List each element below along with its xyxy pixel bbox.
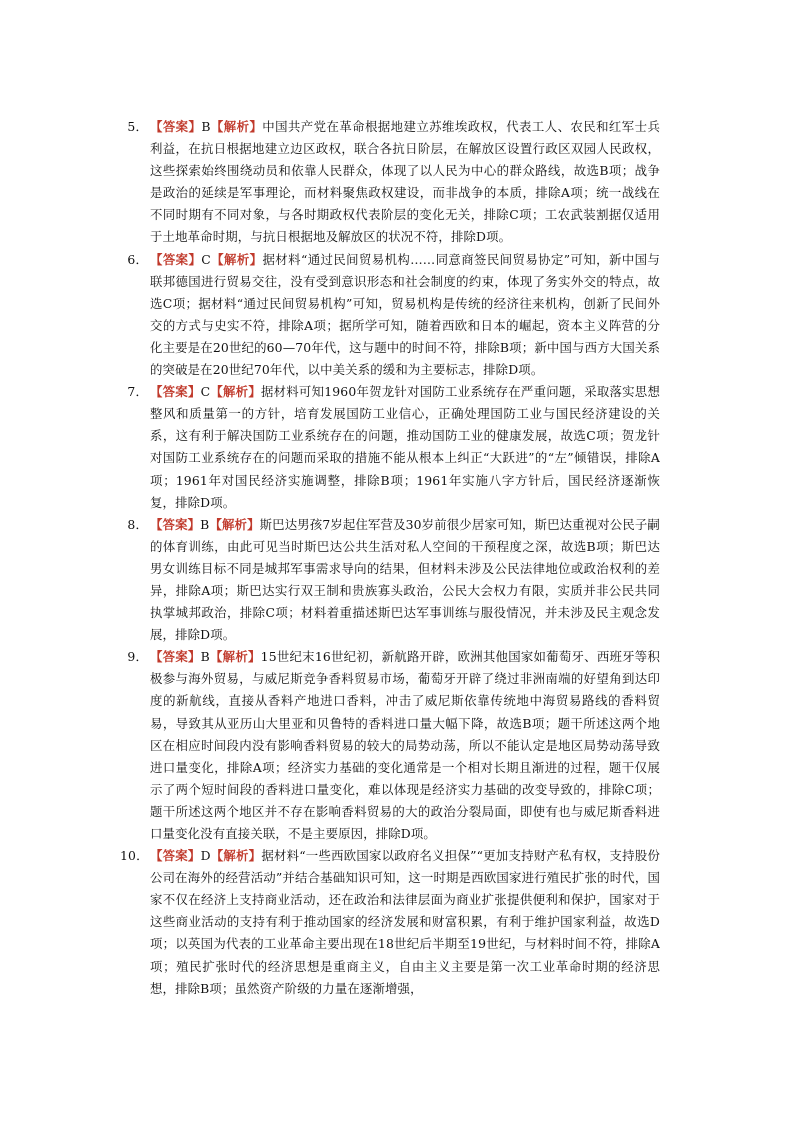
answer-item-6 xyxy=(120,249,660,382)
analysis-text: 斯巴达男孩7岁起住军营及30岁前很少居家可知，斯巴达重视对公民子嗣的体育训练，由此可见当时斯巴达公共生活对私人空间的干预程度之深，故选B项；斯巴达男女训练目标不同是城邦军事需求导向的结果，但材料未涉及公民法律地位或政治权利的差异，排除A项；斯巴达实行双王制和贵族寡头政治，公民大会权力有限，实质并非公民共同执掌城邦政治，排除C项；材料着重描述斯巴达军事训练与服役情况，并未涉及民主观念发展，排除D项。 xyxy=(150,516,660,643)
answer-letter: B xyxy=(200,516,210,532)
item-number: 6． xyxy=(127,251,148,267)
answer-tag: 【答案】 xyxy=(150,251,202,267)
answer-item-7 xyxy=(120,381,660,514)
answer-item-8 xyxy=(120,514,660,647)
analysis-tag: 【解析】 xyxy=(210,384,261,400)
answer-tag: 【答案】 xyxy=(150,384,201,400)
analysis-text: 中国共产党在革命根据地建立苏维埃政权，代表工人、农民和红军士兵利益，在抗日根据地建立边区政权，联合各抗日阶层，在解放区设置行政区双园人民政权，这些探索始终围绕动员和依靠人民群众，体现了以人民为中心的群众路线，故选B项；战争是政治的延续是军事理论，而材料聚焦政权建设，而非战争的本质，排除A项；统一战线在不同时期有不同对象，与各时期政权代表阶层的变化无关，排除C项；工农武装割据仅适用于土地革命时期，与抗日根据地及解放区的状况不符，排除D项。 xyxy=(150,119,660,245)
analysis-tag: 【解析】 xyxy=(210,119,263,134)
answer-tag: 【答案】 xyxy=(150,119,202,134)
analysis-tag: 【解析】 xyxy=(210,251,263,267)
answer-tag: 【答案】 xyxy=(150,516,201,532)
item-number: 7． xyxy=(127,384,148,400)
answer-tag: 【答案】 xyxy=(150,649,201,665)
answer-item-10 xyxy=(120,845,660,1000)
analysis-text: 据材料“通过民间贸易机构……同意商签民间贸易协定”可知，新中国与联邦德国进行贸易交往，没有受到意识形态和社会制度的约束，体现了务实外交的特点，故选C项；据材料“通过民间贸易机构”可知，贸易机构是传统的经济往来机构，创新了民间外交的方式与史实不符，排除A项；据所学可知，随着西欧和日本的崛起，资本主义阵营的分化主要是在20世纪的60—70年代，这与题中的时间不符，排除B项；新中国与西方大国关系的突破是在20世纪70年代，以中美关系的缓和为主要标志，排除D项。 xyxy=(150,251,661,378)
analysis-tag: 【解析】 xyxy=(209,649,261,665)
answer-item-5 xyxy=(120,116,660,249)
analysis-tag: 【解析】 xyxy=(210,848,262,864)
analysis-text: 15世纪末16世纪初，新航路开辟，欧洲其他国家如葡萄牙、西班牙等积极参与海外贸易，与威尼斯竞争香料贸易市场，葡萄牙开辟了绕过非洲南端的好望角到达印度的新航线，直接从香料产地进口香料，冲击了威尼斯依靠传统地中海贸易路线的香料贸易，导致其从亚历山大里亚和贝鲁特的香料进口量大幅下降，故选B项；题干所述这两个地区在相应时间段内没有影响香料贸易的较大的局势动荡，所以不能认定是地区局势动荡导致进口量变化，排除A项；经济实力基础的变化通常是一个相对长期且渐进的过程，题干仅展示了两个短时间段的香料进口量变化，难以体现是经济实力基础的改变导致的，排除C项；题干所述这两个地区并不存在影响香料贸易的大的政治分裂局面，即使有也与威尼斯香料进口量变化没有直接关联，不是主要原因，排除D项。 xyxy=(150,649,660,841)
answer-letter: D xyxy=(200,848,211,864)
item-number: 10． xyxy=(120,848,149,864)
item-number: 8． xyxy=(127,516,148,532)
item-number: 9． xyxy=(127,649,148,665)
answer-tag: 【答案】 xyxy=(150,848,201,864)
answer-letter: B xyxy=(201,119,211,134)
answer-letter: C xyxy=(200,384,211,400)
answer-letter: B xyxy=(200,649,210,665)
item-number: 5． xyxy=(127,119,148,134)
analysis-tag: 【解析】 xyxy=(209,516,260,532)
analysis-text: 据材料可知1960年贺龙针对国防工业系统存在严重问题，采取落实思想整风和质量第一的方针，培育发展国防工业信心，正确处理国防工业与国民经济建设的关系，这有利于解决国防工业系统存在的问题，推动国防工业的健康发展，故选C项；贺龙针对国防工业系统存在的问题而采取的措施不能从根本上纠正“大跃进”的“左”倾错误，排除A项；1961年对国民经济实施调整，排除B项；1961年实施八字方针后，国民经济逐渐恢复，排除D项。 xyxy=(150,384,660,510)
answer-item-9 xyxy=(120,646,660,845)
answer-letter: C xyxy=(201,251,211,267)
answer-explanations xyxy=(120,116,660,1000)
analysis-text: 据材料“一些西欧国家以政府名义担保”“更加支持财产私有权，支持股份公司在海外的经营活动”并结合基础知识可知，这一时期是西欧国家进行殖民扩张的时代，国家不仅在经济上支持商业活动，还在政治和法律层面为商业扩张提供便利和保护，国家对于这些商业活动的支持有利于推动国家的经济发展和财富积累，有利于维护国家利益，故选D项；以英国为代表的工业革命主要出现在18世纪后半期至19世纪，与材料时间不符，排除A项；殖民扩张时代的经济思想是重商主义，自由主义主要是第一次工业革命时期的经济思想，排除B项；虽然资产阶级的力量在逐渐增强， xyxy=(150,848,660,996)
